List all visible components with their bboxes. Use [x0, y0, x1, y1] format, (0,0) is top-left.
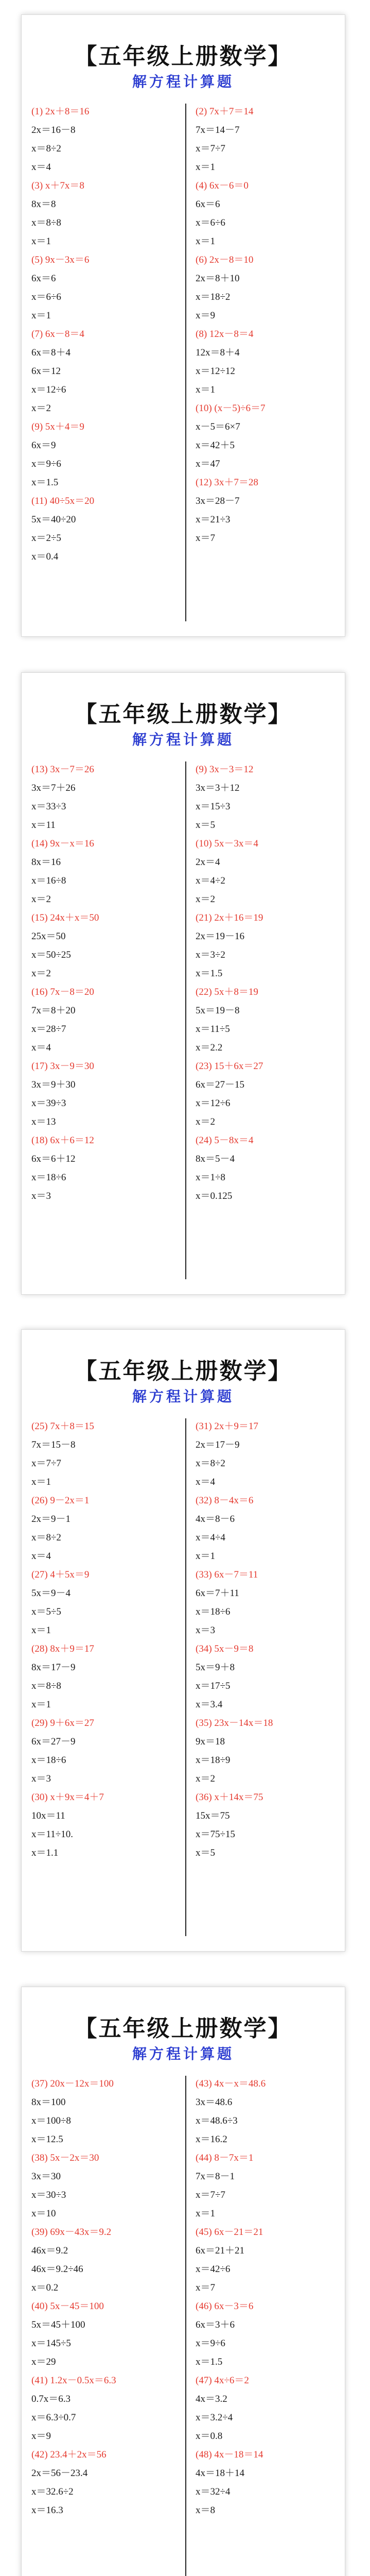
solution-step: x＝9: [31, 2431, 51, 2442]
left-column: [31, 2075, 175, 2520]
solution-step: 8x＝17－9: [31, 1662, 76, 1673]
solution-step: x＝11÷10.: [31, 1829, 73, 1840]
solution-step: 7x＝15－8: [31, 1439, 76, 1450]
solution-step: x－5＝6×7: [196, 421, 240, 432]
equation-problem: (15) 24x＋x＝50: [31, 912, 99, 923]
equation-problem: (10) (x－5)÷6＝7: [196, 403, 266, 414]
equation-problem: (38) 5x－2x＝30: [31, 2153, 99, 2163]
equation-problem: (3) x＋7x＝8: [31, 180, 84, 191]
worksheet-page-2: [21, 672, 345, 1295]
equation-problem: (23) 15＋6x＝27: [196, 1061, 263, 1072]
solution-step: x＝3: [31, 1773, 51, 1784]
solution-step: x＝12÷6: [31, 384, 66, 395]
equation-problem: (45) 6x－21＝21: [196, 2227, 263, 2238]
equation-problem: (37) 20x－12x＝100: [31, 2078, 114, 2089]
solution-step: x＝8÷2: [31, 1532, 61, 1543]
solution-step: x＝8÷8: [31, 1681, 61, 1691]
solution-step: 6x＝7＋11: [196, 1588, 239, 1599]
solution-step: x＝17÷5: [196, 1681, 231, 1691]
solution-step: 5x＝45＋100: [31, 2319, 85, 2330]
solution-step: x＝2.2: [196, 1042, 223, 1053]
page-subtitle: 解方程计算题: [132, 74, 234, 90]
solution-step: x＝8: [196, 2505, 216, 2516]
equation-problem: (36) x＋14x＝75: [196, 1792, 263, 1803]
solution-step: x＝2: [196, 1773, 216, 1784]
solution-step: x＝9÷6: [31, 459, 61, 469]
solution-step: 15x＝75: [196, 1810, 230, 1821]
equation-problem: (21) 2x＋16＝19: [196, 912, 263, 923]
equation-problem: (8) 12x－8＝4: [196, 329, 254, 340]
page-title: 【五年级上册数学】: [74, 2016, 292, 2041]
solution-step: x＝9÷6: [196, 2338, 225, 2349]
solution-step: x＝8÷2: [196, 1458, 225, 1469]
equation-problem: (16) 7x－8＝20: [31, 987, 94, 997]
solution-step: x＝18÷6: [31, 1755, 66, 1766]
equation-problem: (44) 8－7x＝1: [196, 2153, 254, 2163]
solution-step: 2x＝9－1: [31, 1514, 71, 1524]
solution-step: x＝18÷6: [196, 1606, 231, 1617]
solution-step: x＝29: [31, 2357, 56, 2367]
solution-step: x＝4: [31, 162, 51, 173]
solution-step: x＝18÷2: [196, 292, 231, 302]
solution-step: x＝1: [196, 236, 216, 247]
equation-problem: (27) 4＋5x＝9: [31, 1569, 90, 1580]
solution-step: x＝1.5: [196, 2357, 223, 2367]
solution-step: 6x＝6: [196, 199, 220, 210]
solution-step: x＝48.6÷3: [196, 2115, 238, 2126]
solution-step: x＝1: [31, 1625, 51, 1636]
equation-problem: (13) 3x－7＝26: [31, 764, 94, 775]
solution-step: x＝1: [196, 1551, 216, 1562]
worksheet-page-3: [21, 1329, 345, 1952]
solution-step: 6x＝27－9: [31, 1736, 76, 1747]
solution-step: x＝0.4: [31, 551, 59, 562]
solution-step: x＝1.1: [31, 1848, 59, 1858]
solution-step: 46x＝9.2: [31, 2245, 68, 2256]
solution-step: x＝4÷2: [196, 875, 225, 886]
solution-step: x＝3.4: [196, 1699, 223, 1710]
solution-step: 6x＝6＋12: [31, 1154, 76, 1164]
solution-step: 5x＝40÷20: [31, 514, 76, 525]
solution-step: x＝1: [196, 2208, 216, 2219]
solution-step: x＝3: [196, 1625, 216, 1636]
equation-problem: (5) 9x－3x＝6: [31, 255, 90, 265]
solution-step: x＝13: [31, 1116, 56, 1127]
solution-step: x＝100÷8: [31, 2115, 71, 2126]
solution-step: 7x＝14－7: [196, 125, 240, 135]
solution-step: x＝28÷7: [31, 1024, 66, 1035]
equation-problem: (28) 8x＋9＝17: [31, 1643, 94, 1654]
solution-step: x＝2÷5: [31, 533, 61, 544]
solution-step: x＝1÷8: [196, 1172, 225, 1183]
equation-problem: (14) 9x－x＝16: [31, 838, 94, 849]
page-title: 【五年级上册数学】: [74, 44, 292, 69]
solution-step: 4x＝8－6: [196, 1514, 235, 1524]
solution-step: 3x＝30: [31, 2171, 61, 2182]
equation-problem: (33) 6x－7＝11: [196, 1569, 258, 1580]
page-title: 【五年级上册数学】: [74, 1359, 292, 1384]
solution-step: 2x＝4: [196, 857, 220, 868]
solution-step: x＝2: [31, 403, 51, 414]
equation-problem: (41) 1.2x－0.5x＝6.3: [31, 2375, 116, 2386]
solution-step: x＝10: [31, 2208, 56, 2219]
solution-step: x＝32.6÷2: [31, 2486, 74, 2497]
solution-step: x＝4: [31, 1042, 51, 1053]
solution-step: x＝39÷3: [31, 1098, 66, 1109]
solution-step: 6x＝8＋4: [31, 347, 71, 358]
solution-step: x＝1: [31, 236, 51, 247]
solution-step: 2x＝56－23.4: [31, 2468, 88, 2479]
equation-problem: (40) 5x－45＝100: [31, 2301, 104, 2312]
solution-step: x＝8÷2: [31, 143, 61, 154]
solution-step: x＝5÷5: [31, 1606, 61, 1617]
solution-step: 6x＝9: [31, 440, 56, 451]
worksheet-page-1: [21, 14, 345, 637]
solution-step: x＝5: [196, 1848, 216, 1858]
column-divider: [185, 1418, 186, 1936]
right-column: [196, 760, 340, 1206]
solution-step: 6x＝12: [31, 366, 61, 377]
equation-problem: (18) 6x＋6＝12: [31, 1135, 94, 1146]
solution-step: x＝0.2: [31, 2282, 59, 2293]
solution-step: x＝7: [196, 533, 216, 544]
solution-step: x＝21÷3: [196, 514, 231, 525]
solution-step: x＝9: [196, 310, 216, 321]
solution-step: x＝16÷8: [31, 875, 66, 886]
solution-step: x＝6.3÷0.7: [31, 2412, 76, 2423]
solution-step: 8x＝8: [31, 199, 56, 210]
solution-step: 4x＝18＋14: [196, 2468, 245, 2479]
equation-problem: (30) x＋9x＝4＋7: [31, 1792, 104, 1803]
right-column: [196, 1417, 340, 1862]
left-column: [31, 1417, 175, 1862]
solution-step: x＝1.5: [31, 477, 59, 488]
solution-step: x＝2: [31, 968, 51, 979]
solution-step: x＝145÷5: [31, 2338, 71, 2349]
solution-step: x＝8÷8: [31, 217, 61, 228]
solution-step: 2x＝16－8: [31, 125, 76, 135]
solution-step: x＝6÷6: [196, 217, 225, 228]
solution-step: x＝2: [196, 1116, 216, 1127]
solution-step: x＝16.2: [196, 2134, 227, 2145]
equation-problem: (43) 4x－x＝48.6: [196, 2078, 266, 2089]
solution-step: x＝3÷2: [196, 950, 225, 960]
solution-step: x＝11: [31, 820, 56, 831]
solution-step: x＝7÷7: [196, 143, 225, 154]
solution-step: 6x＝21＋21: [196, 2245, 245, 2256]
solution-step: x＝1: [31, 1699, 51, 1710]
solution-step: 4x＝3.2: [196, 2394, 227, 2404]
equation-problem: (4) 6x－6＝0: [196, 180, 249, 191]
equation-problem: (47) 4x÷6＝2: [196, 2375, 249, 2386]
equation-problem: (7) 6x－8＝4: [31, 329, 84, 340]
solution-step: x＝0.125: [196, 1191, 233, 1201]
solution-step: x＝12÷12: [196, 366, 235, 377]
solution-step: 2x＝17－9: [196, 1439, 240, 1450]
solution-step: x＝1: [31, 310, 51, 321]
equation-problem: (17) 3x－9＝30: [31, 1061, 94, 1072]
page-subtitle: 解方程计算题: [132, 732, 234, 748]
solution-step: x＝7÷7: [196, 2190, 225, 2200]
solution-step: 8x＝16: [31, 857, 61, 868]
solution-step: 9x＝18: [196, 1736, 225, 1747]
solution-step: 25x＝50: [31, 931, 66, 942]
equation-problem: (11) 40÷5x＝20: [31, 496, 95, 506]
column-divider: [185, 104, 186, 621]
right-column: [196, 2075, 340, 2520]
solution-step: x＝33÷3: [31, 801, 66, 812]
solution-step: x＝75÷15: [196, 1829, 235, 1840]
solution-step: 7x＝8－1: [196, 2171, 235, 2182]
equation-problem: (46) 6x－3＝6: [196, 2301, 254, 2312]
solution-step: 3x＝28－7: [196, 496, 240, 506]
solution-step: x＝18÷6: [31, 1172, 66, 1183]
solution-step: 2x＝8＋10: [196, 273, 240, 284]
solution-step: x＝1: [196, 384, 216, 395]
equation-problem: (1) 2x＋8＝16: [31, 106, 90, 117]
solution-step: x＝1: [31, 1477, 51, 1487]
page-subtitle: 解方程计算题: [132, 1389, 234, 1405]
equation-problem: (39) 69x－43x＝9.2: [31, 2227, 112, 2238]
solution-step: x＝4: [196, 1477, 216, 1487]
solution-step: x＝32÷4: [196, 2486, 231, 2497]
solution-step: x＝7÷7: [31, 1458, 61, 1469]
equation-problem: (6) 2x－8＝10: [196, 255, 254, 265]
solution-step: x＝6÷6: [31, 292, 61, 302]
solution-step: x＝3: [31, 1191, 51, 1201]
solution-step: x＝50÷25: [31, 950, 71, 960]
solution-step: 5x＝9－4: [31, 1588, 71, 1599]
solution-step: x＝2: [196, 894, 216, 905]
worksheet-page-4: [21, 1987, 345, 2576]
solution-step: 6x＝6: [31, 273, 56, 284]
solution-step: x＝5: [196, 820, 216, 831]
equation-problem: (31) 2x＋9＝17: [196, 1421, 258, 1432]
solution-step: x＝12÷6: [196, 1098, 231, 1109]
solution-step: 46x＝9.2÷46: [31, 2264, 83, 2275]
solution-step: x＝18÷9: [196, 1755, 231, 1766]
solution-step: x＝2: [31, 894, 51, 905]
right-column: [196, 103, 340, 548]
left-column: [31, 760, 175, 1206]
equation-problem: (9) 5x＋4＝9: [31, 421, 84, 432]
solution-step: 2x＝19－16: [196, 931, 245, 942]
equation-problem: (26) 9－2x＝1: [31, 1495, 90, 1506]
column-divider: [185, 2076, 186, 2576]
equation-problem: (22) 5x＋8＝19: [196, 987, 258, 997]
equation-problem: (34) 5x－9＝8: [196, 1643, 254, 1654]
solution-step: 8x＝100: [31, 2097, 66, 2108]
equation-problem: (25) 7x＋8＝15: [31, 1421, 94, 1432]
solution-step: x＝4: [31, 1551, 51, 1562]
solution-step: 0.7x＝6.3: [31, 2394, 71, 2404]
solution-step: x＝11÷5: [196, 1024, 230, 1035]
solution-step: x＝3.2÷4: [196, 2412, 233, 2423]
page-subtitle: 解方程计算题: [132, 2046, 234, 2062]
solution-step: 7x＝8＋20: [31, 1005, 76, 1016]
solution-step: x＝42＋5: [196, 440, 235, 451]
solution-step: x＝42÷6: [196, 2264, 231, 2275]
page-title: 【五年级上册数学】: [74, 702, 292, 727]
solution-step: x＝47: [196, 459, 220, 469]
solution-step: x＝1.5: [196, 968, 223, 979]
solution-step: 3x＝3＋12: [196, 783, 240, 793]
solution-step: 12x＝8＋4: [196, 347, 240, 358]
equation-problem: (10) 5x－3x＝4: [196, 838, 258, 849]
left-column: [31, 103, 175, 566]
equation-problem: (42) 23.4＋2x＝56: [31, 2449, 107, 2460]
solution-step: x＝7: [196, 2282, 216, 2293]
equation-problem: (2) 7x＋7＝14: [196, 106, 254, 117]
equation-problem: (24) 5－8x＝4: [196, 1135, 254, 1146]
solution-step: x＝12.5: [31, 2134, 63, 2145]
solution-step: 6x＝3＋6: [196, 2319, 235, 2330]
solution-step: x＝0.8: [196, 2431, 223, 2442]
equation-problem: (48) 4x－18＝14: [196, 2449, 263, 2460]
solution-step: x＝30÷3: [31, 2190, 66, 2200]
solution-step: 3x＝7＋26: [31, 783, 76, 793]
solution-step: x＝16.3: [31, 2505, 63, 2516]
solution-step: 5x＝9＋8: [196, 1662, 235, 1673]
solution-step: x＝15÷3: [196, 801, 231, 812]
solution-step: 5x＝19－8: [196, 1005, 240, 1016]
equation-problem: (9) 3x－3＝12: [196, 764, 254, 775]
solution-step: x＝1: [196, 162, 216, 173]
equation-problem: (29) 9＋6x＝27: [31, 1718, 94, 1728]
solution-step: 3x＝48.6: [196, 2097, 233, 2108]
equation-problem: (32) 8－4x＝6: [196, 1495, 254, 1506]
solution-step: 6x＝27－15: [196, 1079, 245, 1090]
solution-step: 10x＝11: [31, 1810, 65, 1821]
solution-step: 8x＝5－4: [196, 1154, 235, 1164]
equation-problem: (35) 23x－14x＝18: [196, 1718, 273, 1728]
equation-problem: (12) 3x＋7＝28: [196, 477, 258, 488]
solution-step: 3x＝9＋30: [31, 1079, 76, 1090]
solution-step: x＝4÷4: [196, 1532, 225, 1543]
column-divider: [185, 761, 186, 1279]
